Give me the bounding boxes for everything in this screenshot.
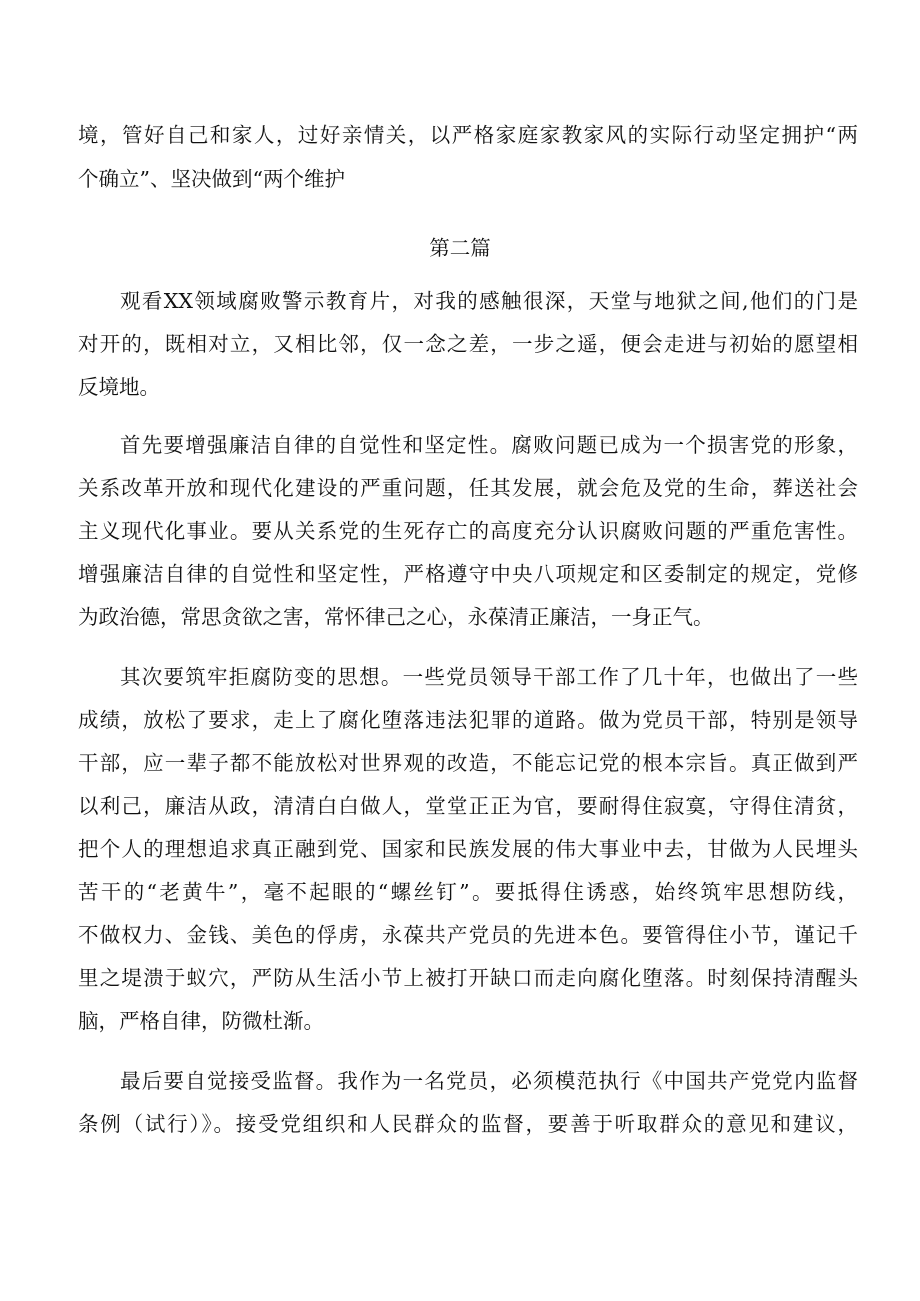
text-line: 脑，严格自律，防微杜渐。 — [78, 1009, 324, 1033]
text-line: 观看XX领域腐败警示教育片，对我的感触很深，天堂与地狱之间,他们的门是 — [120, 289, 858, 313]
text-line: 为政治德，常思贪欲之害，常怀律己之心，永葆清正廉洁，一身正气。 — [78, 605, 714, 629]
text-line: 把个人的理想追求真正融到党、国家和民族发展的伟大事业中去，甘做为人民埋头 — [78, 837, 858, 861]
text-line: 反境地。 — [78, 375, 160, 399]
text-line: 其次要筑牢拒腐防变的思想。一些党员领导干部工作了几十年，也做出了一些 — [120, 665, 858, 689]
text-line: 增强廉洁自律的自觉性和坚定性，严格遵守中央八项规定和区委制定的规定，党修 — [78, 562, 858, 586]
text-line: 主义现代化事业。要从关系党的生死存亡的高度充分认识腐败问题的严重危害性。 — [78, 519, 858, 543]
text-line: 个确立”、坚决做到“两个维护 — [78, 167, 345, 191]
text-line: 条例（试行）》。接受党组织和人民群众的监督，要善于听取群众的意见和建议， — [78, 1112, 858, 1136]
text-line: 关系改革开放和现代化建设的严重问题，任其发展，就会危及党的生命，葬送社会 — [78, 476, 858, 500]
text-line: 里之堤溃于蚁穴，严防从生活小节上被打开缺口而走向腐化堕落。时刻保持清醒头 — [78, 966, 858, 990]
text-line: 成绩，放松了要求，走上了腐化堕落违法犯罪的道路。做为党员干部，特别是领导 — [78, 708, 858, 732]
section-heading: 第二篇 — [429, 236, 491, 260]
text-line: 对开的，既相对立，又相比邻，仅一念之差，一步之遥，便会走进与初始的愿望相 — [78, 332, 858, 356]
text-line: 以利己，廉洁从政，清清白白做人，堂堂正正为官，要耐得住寂寞，守得住清贫， — [78, 794, 858, 818]
text-line: 不做权力、金钱、美色的俘虏，永葆共产党员的先进本色。要管得住小节，谨记千 — [78, 923, 858, 947]
text-line: 境，管好自己和家人，过好亲情关，以严格家庭家教家风的实际行动坚定拥护“两 — [78, 123, 858, 147]
text-line: 最后要自觉接受监督。我作为一名党员，必须模范执行《中国共产党党内监督 — [120, 1069, 858, 1093]
text-line: 干部，应一辈子都不能放松对世界观的改造，不能忘记党的根本宗旨。真正做到严 — [78, 751, 858, 775]
text-line: 苦干的“老黄牛”，毫不起眼的“螺丝钉”。要抵得住诱惑，始终筑牢思想防线， — [78, 880, 858, 904]
text-line: 首先要增强廉洁自律的自觉性和坚定性。腐败问题已成为一个损害党的形象， — [120, 433, 858, 457]
